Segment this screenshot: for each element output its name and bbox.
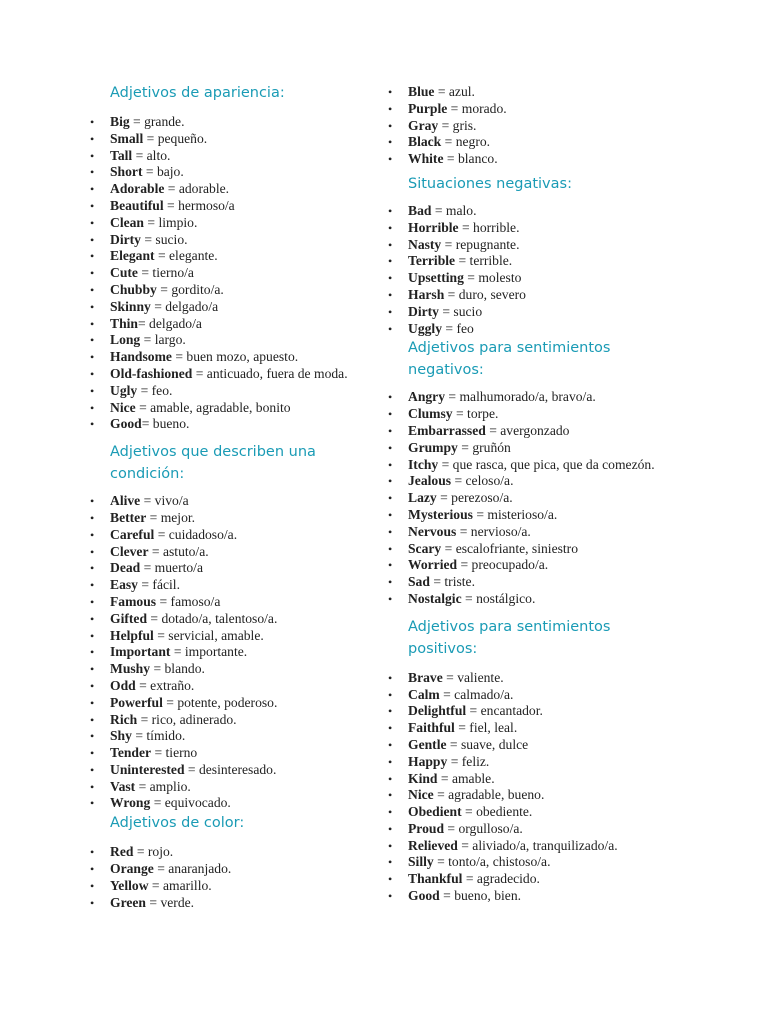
spanish-translation: = feo	[441, 320, 474, 336]
spanish-translation: = largo.	[140, 332, 186, 348]
spanish-translation: = desinteresado.	[184, 761, 277, 777]
list-item	[90, 695, 360, 712]
list-item	[388, 804, 678, 821]
list-item	[388, 151, 678, 168]
spanish-translation: = delgado/a	[150, 298, 219, 314]
list-item	[90, 628, 360, 645]
spanish-translation: = vivo/a	[140, 493, 189, 509]
english-word: Thankful	[408, 871, 463, 887]
english-word: Green	[110, 894, 146, 910]
list-item	[388, 220, 678, 237]
english-word: Harsh	[408, 286, 445, 302]
english-word: Jealous	[408, 473, 452, 489]
spanish-translation: = amable, agradable, bonito	[135, 399, 291, 415]
english-word: Gentle	[408, 736, 447, 752]
spanish-translation: = repugnante.	[441, 236, 520, 252]
english-word: Good	[110, 416, 142, 432]
english-word: Kind	[408, 770, 438, 786]
list-item	[90, 416, 360, 433]
list-item	[90, 198, 360, 215]
english-word: White	[408, 151, 444, 167]
english-word: Black	[408, 134, 442, 150]
list-item	[388, 591, 678, 608]
spanish-translation: = sucio.	[140, 231, 188, 247]
english-word: Better	[110, 509, 147, 525]
english-word: Tender	[110, 745, 152, 761]
english-word: Wrong	[110, 795, 151, 811]
english-word: Silly	[408, 854, 434, 870]
english-word: Long	[110, 332, 141, 348]
spanish-translation: = muerto/a	[140, 560, 203, 576]
spanish-translation: = duro, severo	[444, 286, 526, 302]
spanish-translation: = equivocado.	[150, 795, 231, 811]
spanish-translation: = delgado/a	[137, 315, 202, 331]
english-word: Small	[110, 130, 144, 146]
list-item	[90, 349, 360, 366]
english-word: Dead	[110, 560, 141, 576]
list-item	[90, 779, 360, 796]
spanish-translation: = blando.	[150, 661, 205, 677]
list-item	[388, 270, 678, 287]
english-word: Rich	[110, 711, 138, 727]
english-word: Alive	[110, 493, 141, 509]
spanish-translation: = rojo.	[133, 844, 174, 860]
spanish-translation: = negro.	[441, 134, 491, 150]
list-item	[388, 703, 678, 720]
spanish-translation: = fiel, leal.	[454, 720, 518, 736]
english-word: Clumsy	[408, 406, 453, 422]
list-item	[90, 131, 360, 148]
list-color-left	[90, 844, 360, 911]
english-word: Delightful	[408, 703, 467, 719]
english-word: Adorable	[110, 181, 165, 197]
list-item	[90, 678, 360, 695]
list-item	[388, 737, 678, 754]
spanish-translation: = hermoso/a	[163, 197, 235, 213]
english-word: Scary	[408, 540, 442, 556]
list-item	[388, 84, 678, 101]
list-item	[90, 544, 360, 561]
english-word: Worried	[408, 557, 458, 573]
spanish-translation: = gruñón	[457, 439, 511, 455]
list-item	[90, 493, 360, 510]
spanish-translation: = feo.	[137, 382, 173, 398]
spanish-translation: = cuidadoso/a.	[154, 526, 238, 542]
spanish-translation: = verde.	[146, 894, 195, 910]
list-item	[90, 366, 360, 383]
spanish-translation: = calmado/a.	[439, 686, 514, 702]
spanish-translation: = mejor.	[146, 509, 196, 525]
english-word: Thin	[110, 315, 138, 331]
list-item	[388, 557, 678, 574]
list-item	[90, 594, 360, 611]
list-item	[388, 406, 678, 423]
list-item	[388, 687, 678, 704]
spanish-translation: = malhumorado/a, bravo/a.	[445, 389, 596, 405]
english-word: Shy	[110, 728, 132, 744]
heading-condicion: Adjetivos que describen una condición:	[110, 444, 316, 483]
list-item	[90, 383, 360, 400]
spanish-translation: = famoso/a	[156, 593, 221, 609]
english-word: Skinny	[110, 298, 151, 314]
english-word: Uninterested	[110, 761, 185, 777]
english-word: Relieved	[408, 837, 458, 853]
list-situaciones-negativas	[388, 203, 678, 337]
spanish-translation: = tierno/a	[137, 265, 194, 281]
english-word: Upsetting	[408, 270, 464, 286]
english-word: Beautiful	[110, 197, 164, 213]
list-item	[388, 888, 678, 905]
english-word: Odd	[110, 677, 136, 693]
english-word: Lazy	[408, 490, 437, 506]
spanish-translation: = grande.	[129, 114, 185, 129]
list-item	[90, 728, 360, 745]
english-word: Nice	[110, 399, 136, 415]
spanish-translation: = sucio	[438, 303, 483, 319]
spanish-translation: = molesto	[463, 270, 522, 286]
english-word: Big	[110, 114, 130, 129]
list-item	[90, 248, 360, 265]
list-condicion	[90, 493, 360, 812]
english-word: Chubby	[110, 281, 157, 297]
heading-situaciones-negativas: Situaciones negativas:	[408, 175, 572, 192]
english-word: Nostalgic	[408, 590, 462, 606]
heading-sentimientos-positivos: Adjetivos para sentimientos positivos:	[408, 618, 611, 657]
spanish-translation: = encantador.	[466, 703, 543, 719]
list-sentimientos-positivos	[388, 670, 678, 905]
list-item	[388, 321, 678, 338]
list-item	[388, 541, 678, 558]
english-word: Elegant	[110, 248, 155, 264]
heading-color: Adjetivos de color:	[110, 815, 245, 832]
english-word: Nasty	[408, 236, 442, 252]
spanish-translation: = fácil.	[137, 577, 180, 593]
spanish-translation: = anticuado, fuera de moda.	[192, 365, 348, 381]
english-word: Proud	[408, 820, 445, 836]
spanish-translation: = amarillo.	[148, 877, 212, 893]
english-word: Brave	[408, 669, 443, 685]
list-item	[388, 253, 678, 270]
english-word: Short	[110, 164, 143, 180]
spanish-translation: = alto.	[132, 147, 171, 163]
spanish-translation: = obediente.	[461, 804, 533, 820]
list-item	[90, 114, 360, 131]
list-item	[388, 101, 678, 118]
spanish-translation: = gris.	[438, 117, 477, 133]
spanish-translation: = suave, dulce	[446, 736, 529, 752]
list-item	[90, 510, 360, 527]
spanish-translation: = aliviado/a, tranquilizado/a.	[457, 837, 618, 853]
list-apariencia	[90, 114, 360, 433]
list-item	[388, 490, 678, 507]
list-item	[90, 611, 360, 628]
spanish-translation: = bajo.	[142, 164, 184, 180]
list-item	[90, 164, 360, 181]
english-word: Helpful	[110, 627, 154, 643]
list-item	[90, 712, 360, 729]
list-item	[90, 644, 360, 661]
spanish-translation: = azul.	[434, 84, 475, 99]
list-item	[388, 287, 678, 304]
list-item	[388, 670, 678, 687]
spanish-translation: = perezoso/a.	[436, 490, 513, 506]
spanish-translation: = pequeño.	[143, 130, 208, 146]
spanish-translation: = potente, poderoso.	[162, 694, 278, 710]
english-word: Happy	[408, 753, 448, 769]
spanish-translation: = tímido.	[131, 728, 186, 744]
spanish-translation: = buen mozo, apuesto.	[171, 349, 299, 365]
spanish-translation: = avergonzado	[485, 422, 570, 438]
list-item	[90, 861, 360, 878]
english-word: Purple	[408, 100, 448, 116]
spanish-translation: = dotado/a, talentoso/a.	[147, 610, 278, 626]
list-item	[388, 574, 678, 591]
english-word: Blue	[408, 84, 435, 99]
list-item	[90, 795, 360, 812]
spanish-translation: = extraño.	[135, 677, 195, 693]
list-item	[388, 473, 678, 490]
english-word: Horrible	[408, 219, 459, 235]
list-item	[388, 507, 678, 524]
english-word: Old-fashioned	[110, 365, 193, 381]
english-word: Terrible	[408, 253, 456, 269]
english-word: Clean	[110, 214, 144, 230]
spanish-translation: = terrible.	[455, 253, 513, 269]
english-word: Gray	[408, 117, 439, 133]
list-item	[90, 895, 360, 912]
spanish-translation: = bueno.	[141, 416, 190, 432]
list-item	[388, 440, 678, 457]
list-item	[90, 762, 360, 779]
spanish-translation: = blanco.	[443, 151, 498, 167]
list-item	[388, 821, 678, 838]
list-item	[90, 560, 360, 577]
english-word: Itchy	[408, 456, 439, 472]
list-item	[388, 871, 678, 888]
spanish-translation: = nervioso/a.	[456, 523, 531, 539]
list-item	[388, 237, 678, 254]
english-word: Vast	[110, 778, 136, 794]
spanish-translation: = tierno	[151, 745, 198, 761]
list-item	[90, 316, 360, 333]
spanish-translation: = torpe.	[452, 406, 499, 422]
english-word: Good	[408, 888, 440, 904]
list-item	[388, 524, 678, 541]
english-word: Handsome	[110, 349, 172, 365]
english-word: Yellow	[110, 877, 149, 893]
spanish-translation: = morado.	[447, 100, 507, 116]
list-item	[90, 745, 360, 762]
english-word: Cute	[110, 265, 138, 281]
spanish-translation: = horrible.	[458, 219, 520, 235]
list-item	[90, 265, 360, 282]
english-word: Nervous	[408, 523, 457, 539]
list-color-right	[388, 84, 678, 168]
english-word: Famous	[110, 593, 157, 609]
spanish-translation: = triste.	[429, 574, 475, 590]
spanish-translation: = rico, adinerado.	[137, 711, 237, 727]
list-item	[90, 232, 360, 249]
list-item	[388, 118, 678, 135]
list-item	[90, 181, 360, 198]
english-word: Dirty	[408, 303, 439, 319]
english-word: Bad	[408, 202, 432, 218]
spanish-translation: = tonto/a, chistoso/a.	[433, 854, 551, 870]
spanish-translation: = elegante.	[154, 248, 218, 264]
list-item	[388, 457, 678, 474]
english-word: Embarrassed	[408, 422, 486, 438]
list-item	[388, 304, 678, 321]
spanish-translation: = nostálgico.	[461, 590, 536, 606]
english-word: Obedient	[408, 804, 462, 820]
english-word: Uggly	[408, 320, 442, 336]
list-item	[90, 215, 360, 232]
list-item	[90, 527, 360, 544]
spanish-translation: = preocupado/a.	[457, 557, 549, 573]
list-item	[90, 282, 360, 299]
english-word: Tall	[110, 147, 133, 163]
list-item	[388, 134, 678, 151]
list-item	[388, 203, 678, 220]
english-word: Sad	[408, 574, 430, 590]
spanish-translation: = celoso/a.	[451, 473, 514, 489]
list-item	[388, 720, 678, 737]
spanish-translation: = valiente.	[442, 669, 504, 685]
heading-sentimientos-negativos: Adjetivos para sentimientos negativos:	[408, 340, 611, 379]
list-sentimientos-negativos	[388, 389, 678, 607]
english-word: Powerful	[110, 694, 163, 710]
english-word: Angry	[408, 389, 446, 405]
spanish-translation: = astuto/a.	[148, 543, 209, 559]
english-word: Orange	[110, 861, 154, 877]
spanish-translation: = gordito/a.	[156, 281, 224, 297]
spanish-translation: = agradecido.	[462, 871, 540, 887]
spanish-translation: = bueno, bien.	[439, 888, 522, 904]
spanish-translation: = amable.	[437, 770, 495, 786]
english-word: Faithful	[408, 720, 455, 736]
spanish-translation: = amplio.	[135, 778, 191, 794]
list-item	[90, 299, 360, 316]
english-word: Clever	[110, 543, 149, 559]
list-item	[90, 844, 360, 861]
english-word: Ugly	[110, 382, 138, 398]
english-word: Red	[110, 844, 134, 860]
english-word: Mysterious	[408, 506, 473, 522]
english-word: Easy	[110, 577, 138, 593]
list-item	[388, 838, 678, 855]
spanish-translation: = importante.	[170, 644, 248, 660]
english-word: Gifted	[110, 610, 147, 626]
english-word: Important	[110, 644, 171, 660]
spanish-translation: = orgulloso/a.	[444, 820, 523, 836]
spanish-translation: = escalofriante, siniestro	[441, 540, 578, 556]
heading-apariencia: Adjetivos de apariencia:	[110, 85, 285, 101]
english-word: Calm	[408, 686, 440, 702]
spanish-translation: = agradable, bueno.	[433, 787, 545, 803]
english-word: Grumpy	[408, 439, 458, 455]
spanish-translation: = que rasca, que pica, que da comezón.	[438, 456, 655, 472]
spanish-translation: = adorable.	[164, 181, 230, 197]
list-item	[388, 754, 678, 771]
list-item	[388, 854, 678, 871]
english-word: Mushy	[110, 661, 151, 677]
spanish-translation: = misterioso/a.	[472, 506, 558, 522]
english-word: Nice	[408, 787, 434, 803]
list-item	[388, 771, 678, 788]
spanish-translation: = limpio.	[143, 214, 198, 230]
list-item	[90, 400, 360, 417]
english-word: Careful	[110, 526, 155, 542]
list-item	[90, 661, 360, 678]
list-item	[90, 332, 360, 349]
spanish-translation: = feliz.	[447, 753, 490, 769]
spanish-translation: = malo.	[431, 202, 477, 218]
list-item	[90, 148, 360, 165]
english-word: Dirty	[110, 231, 141, 247]
list-item	[388, 787, 678, 804]
list-item	[90, 878, 360, 895]
list-item	[388, 389, 678, 406]
spanish-translation: = anaranjado.	[153, 861, 232, 877]
right-column	[388, 84, 678, 905]
left-column	[90, 82, 360, 911]
spanish-translation: = servicial, amable.	[153, 627, 264, 643]
list-item	[90, 577, 360, 594]
list-item	[388, 423, 678, 440]
